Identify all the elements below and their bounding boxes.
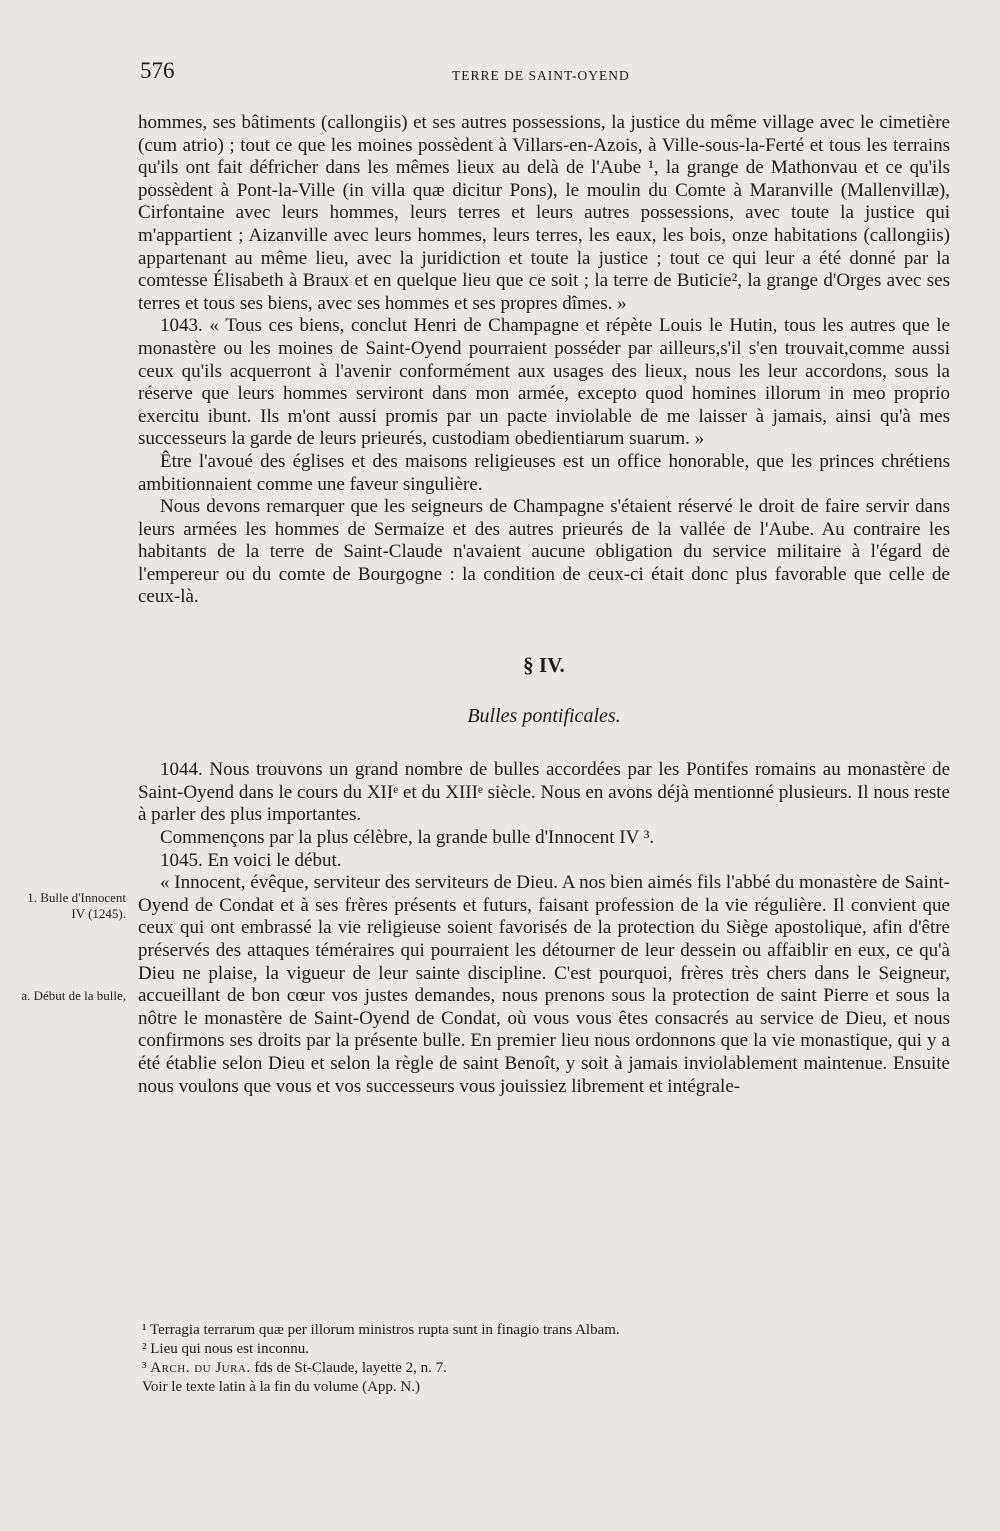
paragraph: Nous devons remarquer que les seigneurs de Champagne s'étaient réservé le droit de faire servir dans leurs armées les hommes de Sermaize et des autres prieurés de la vallée de l'Aube. Au contraire les habitants de la terre de Saint-Claude n'avaient aucune obligation du service militaire à l'égard de l'empereur ou du comte de Bourgogne : la condition de ceux-ci était donc plus favorable que celle de ceux-là.: [138, 496, 950, 608]
footnote: Voir le texte latin à la fin du volume (App. N.): [142, 1379, 420, 1395]
page-number: 576: [140, 58, 175, 83]
footnote-source: Arch. du Jura.: [150, 1360, 251, 1376]
page-header: [140, 58, 960, 92]
footnote: ² Lieu qui nous est inconnu.: [142, 1341, 309, 1357]
main-text: [138, 112, 950, 1098]
section-title: Bulles pontificales.: [467, 704, 621, 727]
margin-note: a. Début de la bulle,: [21, 988, 126, 1003]
paragraph: 1044. Nous trouvons un grand nombre de bulles accordées par les Pontifes romains au monastère de Saint-Oyend dans le cours du XIIᵉ et du XIIIᵉ siècle. Nous en avons déjà mentionné plusieurs. Il nous reste à parler des plus importantes.: [138, 759, 950, 826]
footnote-reference: fds de St-Claude, layette 2, n. 7.: [254, 1360, 447, 1376]
running-title: TERRE DE SAINT-OYEND: [452, 68, 630, 83]
paragraph: « Innocent, évêque, serviteur des serviteurs de Dieu. A nos bien aimés fils l'abbé du monastère de Saint-Oyend de Condat et à ses frères présents et futurs, faisant profession de la vie régulière. Il convient que ceux qui ont embrassé la vie religieuse soient favorisés de la protection du Siège apostolique, afin d'être préservés des attaques téméraires qui pourraient les détourner de leur dessein ou affaiblir en eux, ce qu'à Dieu ne plaise, la vigueur de leur sainte discipline. C'est pourquoi, frères très chers dans le Seigneur, accueillant de bon cœur vos justes demandes, nous prenons sous la protection de saint Pierre et sous la nôtre le monastère de Saint-Oyend de Condat, où vous vous êtes consacrés au service de Dieu, et nous confirmons ses droits par la présente bulle. En premier lieu nous ordonnons que la vie monastique, qui y a été établie selon Dieu et selon la règle de saint Benoît, y soit à jamais inviolablement maintenue. Ensuite nous voulons que vous et vos successeurs vous jouissiez librement et intégrale-: [138, 872, 950, 1097]
paragraph: Commençons par la plus célèbre, la grande bulle d'Innocent IV ³.: [160, 827, 655, 849]
paragraph: 1045. En voici le début.: [160, 849, 342, 871]
footnote: ¹ Terragia terrarum quæ per illorum ministros rupta sunt in finagio trans Albam.: [142, 1322, 620, 1338]
paragraph: hommes, ses bâtiments (callongiis) et ses autres possessions, la justice du même village avec le cimetière (cum atrio) ; tout ce que les moines possèdent à Villars-en-Azois, à Ville-sous-la-Ferté et tous les terrains qu'ils ont fait défricher dans les mêmes lieux au delà de l'Aube ¹, la grange de Mathonvau et ce qu'ils possèdent à Pont-la-Ville (in villa quæ dicitur Pons), le moulin du Comte à Maranville (Mallenvillæ), Cirfontaine avec leurs hommes, leurs terres et leurs autres possessions, avec toute la justice qui m'appartient ; Aizanville avec leurs hommes, leurs terres, les eaux, les bois, onze habitations (callongiis) appartenant au même lieu, avec la juridiction et toute la justice ; tout ce qui leur a été donné par la comtesse Élisabeth à Braux et en quelque lieu que ce soit ; la terre de Buticie², la grange d'Orges avec ses terres et tous ses biens, avec ses hommes et ses propres dîmes. »: [138, 112, 950, 314]
footnote: ³ Arch. du Jura. fds de St-Claude, layette 2, n. 7.: [142, 1360, 447, 1376]
footnotes: [142, 1321, 942, 1397]
margin-note: 1. Bulle d'Innocent IV (1245).: [27, 890, 126, 921]
paragraph: Être l'avoué des églises et des maisons religieuses est un office honorable, que les princes chrétiens ambitionnaient comme une faveur singulière.: [138, 450, 950, 495]
section-number: § IV.: [523, 653, 565, 678]
paragraph: 1043. « Tous ces biens, conclut Henri de Champagne et répète Louis le Hutin, tous les autres que le monastère ou les moines de Saint-Oyend pourraient posséder par ailleurs,s'il s'en trouvait,comme aussi ceux qu'ils acquerront à l'avenir conformément aux usages des lieux, nous les leur accordons, sous la réserve que leurs hommes serviront dans mon armée, excepto quod homines illorum in meo proprio exercitu ibunt. Ils m'ont aussi promis par un pacte inviolable de me laisser à jamais, ainsi qu'à mes successeurs la garde de leurs prieurés, custodiam obedientiarum suarum. »: [138, 315, 950, 450]
